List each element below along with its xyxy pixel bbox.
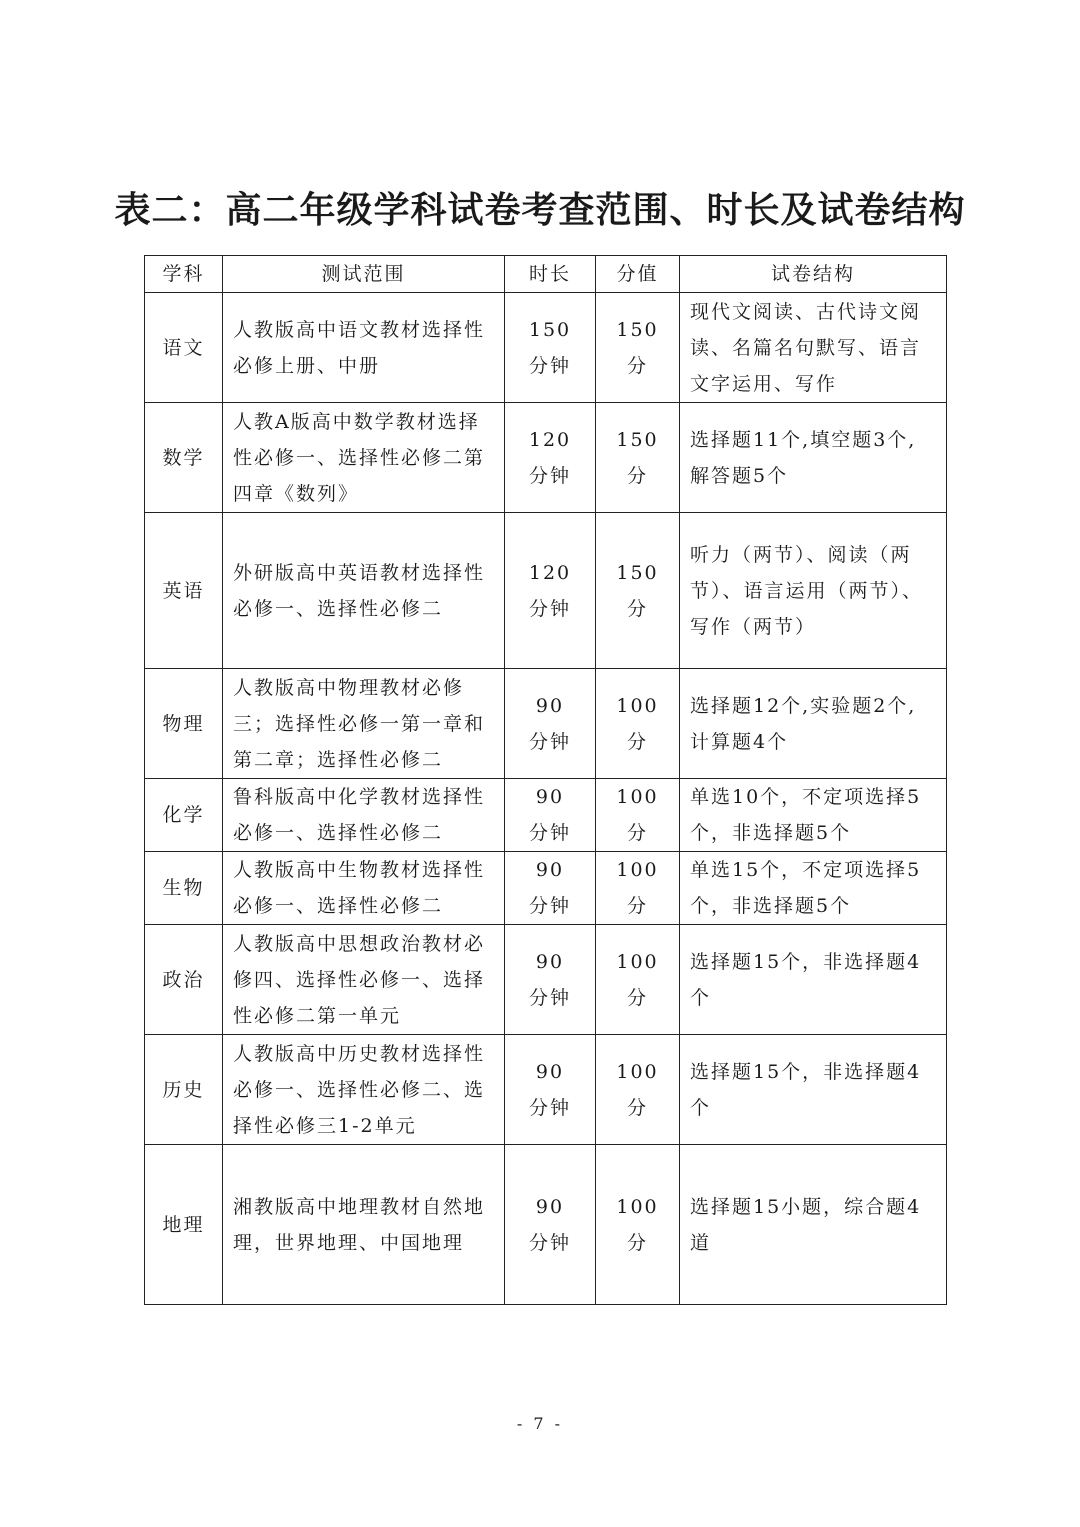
structure-cell: 选择题11个,填空题3个,解答题5个 [680, 403, 947, 513]
duration-unit: 分钟 [528, 597, 571, 620]
score-cell: 100分 [596, 1145, 680, 1305]
duration-value: 90 [535, 859, 565, 881]
subject-cell: 地理 [145, 1145, 223, 1305]
structure-cell: 单选10个，不定项选择5个，非选择题5个 [680, 779, 947, 852]
header-scope: 测试范围 [223, 256, 505, 293]
score-cell: 150分 [596, 513, 680, 669]
score-cell: 150分 [596, 293, 680, 403]
table-row [145, 293, 947, 403]
scope-cell: 人教版高中历史教材选择性必修一、选择性必修二、选择性必修三1-2单元 [223, 1035, 505, 1145]
duration-unit: 分钟 [528, 1096, 571, 1119]
page-title: 表二：高二年级学科试卷考查范围、时长及试卷结构 [114, 189, 966, 231]
scope-cell: 人教版高中语文教材选择性必修上册、中册 [223, 293, 505, 403]
duration-value: 90 [535, 786, 565, 808]
header-subject: 学科 [145, 256, 223, 293]
subject-cell: 数学 [145, 403, 223, 513]
duration-value: 120 [528, 561, 572, 584]
header-score: 分值 [596, 256, 680, 293]
scope-cell: 人教版高中生物教材选择性必修一、选择性必修二 [223, 852, 505, 925]
score-cell: 100分 [596, 779, 680, 852]
header-structure: 试卷结构 [680, 256, 947, 293]
duration-cell [505, 293, 596, 403]
duration-cell [505, 669, 596, 779]
structure-cell: 现代文阅读、古代诗文阅读、名篇名句默写、语言文字运用、写作 [680, 293, 947, 403]
score-cell: 100分 [596, 669, 680, 779]
scope-cell: 鲁科版高中化学教材选择性必修一、选择性必修二 [223, 779, 505, 852]
duration-unit: 分钟 [528, 1231, 571, 1254]
subject-cell: 语文 [145, 293, 223, 403]
subject-cell: 英语 [145, 513, 223, 669]
table-row [145, 1145, 947, 1305]
structure-cell: 选择题15个，非选择题4个 [680, 1035, 947, 1145]
subject-cell: 物理 [145, 669, 223, 779]
duration-unit: 分钟 [528, 986, 571, 1009]
score-cell: 100分 [596, 852, 680, 925]
duration-cell [505, 1035, 596, 1145]
duration-cell [505, 852, 596, 925]
duration-unit: 分钟 [528, 730, 571, 753]
scope-cell: 湘教版高中地理教材自然地理，世界地理、中国地理 [223, 1145, 505, 1305]
structure-cell: 选择题15小题，综合题4道 [680, 1145, 947, 1305]
table-row [145, 852, 947, 925]
subject-cell: 政治 [145, 925, 223, 1035]
duration-value: 90 [535, 694, 565, 717]
table-row [145, 1035, 947, 1145]
header-duration: 时长 [505, 256, 596, 293]
subject-cell: 化学 [145, 779, 223, 852]
table-header-row [145, 256, 947, 293]
duration-value: 90 [535, 950, 565, 973]
duration-unit: 分钟 [528, 464, 571, 487]
structure-cell: 听力（两节）、阅读（两节）、语言运用（两节）、写作（两节） [680, 513, 947, 669]
structure-cell: 选择题15个，非选择题4个 [680, 925, 947, 1035]
duration-unit: 分钟 [528, 354, 571, 377]
duration-unit: 分钟 [528, 895, 571, 917]
table-row [145, 403, 947, 513]
page-number: - 7 - [516, 1414, 564, 1433]
score-cell: 100分 [596, 1035, 680, 1145]
structure-cell: 单选15个，不定项选择5个，非选择题5个 [680, 852, 947, 925]
table-row [145, 779, 947, 852]
score-cell: 100分 [596, 925, 680, 1035]
scope-cell: 人教版高中思想政治教材必修四、选择性必修一、选择性必修二第一单元 [223, 925, 505, 1035]
duration-cell [505, 779, 596, 852]
scope-cell: 人教A版高中数学教材选择性必修一、选择性必修二第四章《数列》 [223, 403, 505, 513]
scope-cell: 人教版高中物理教材必修三；选择性必修一第一章和第二章；选择性必修二 [223, 669, 505, 779]
duration-cell [505, 1145, 596, 1305]
duration-cell [505, 925, 596, 1035]
duration-cell [505, 403, 596, 513]
duration-value: 150 [528, 318, 572, 341]
duration-cell [505, 513, 596, 669]
duration-unit: 分钟 [528, 822, 571, 844]
score-cell: 150分 [596, 403, 680, 513]
structure-cell: 选择题12个,实验题2个,计算题4个 [680, 669, 947, 779]
table-row [145, 669, 947, 779]
scope-cell: 外研版高中英语教材选择性必修一、选择性必修二 [223, 513, 505, 669]
table-row [145, 925, 947, 1035]
table-row [145, 513, 947, 669]
duration-value: 120 [528, 428, 572, 451]
subject-cell: 历史 [145, 1035, 223, 1145]
subject-cell: 生物 [145, 852, 223, 925]
duration-value: 90 [535, 1060, 565, 1083]
exam-structure-table [144, 255, 947, 1305]
duration-value: 90 [535, 1195, 565, 1218]
